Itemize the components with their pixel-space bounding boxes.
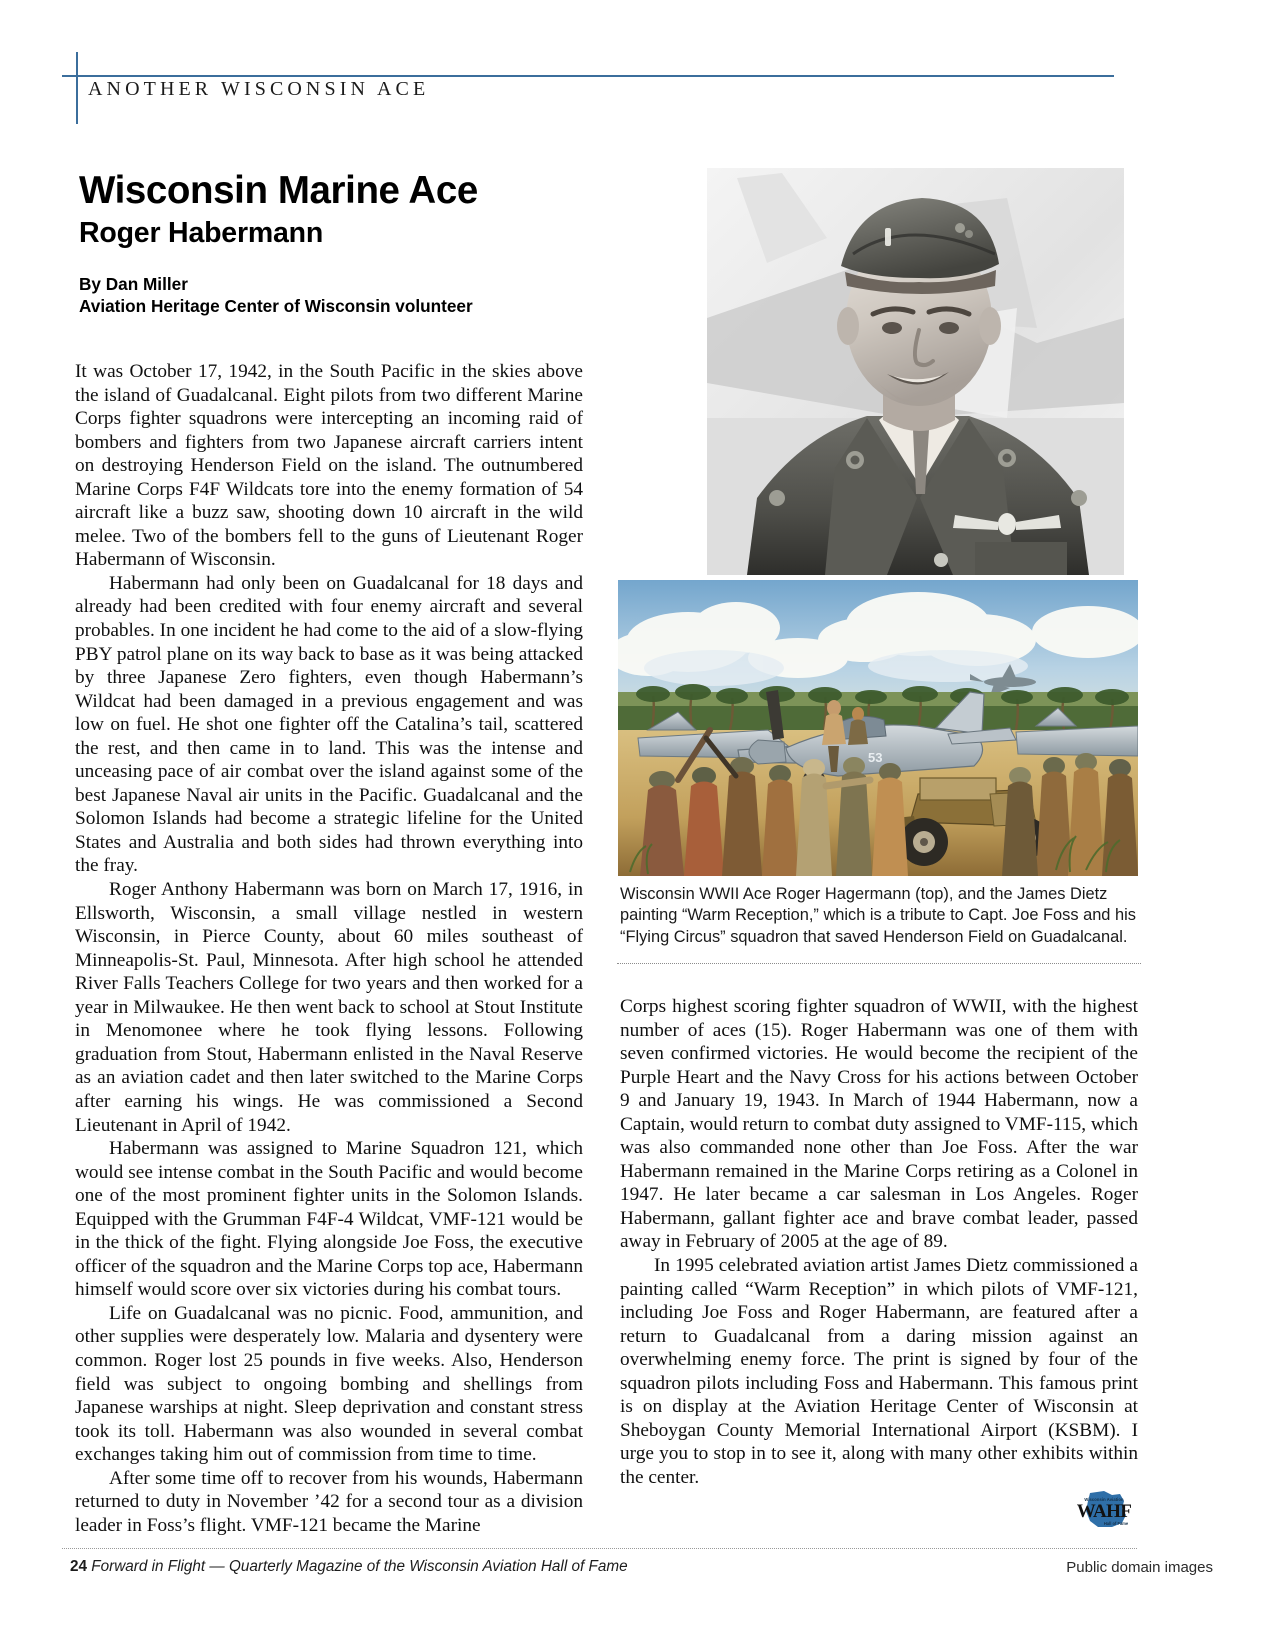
svg-text:WAHF: WAHF [1076, 1501, 1132, 1522]
svg-text:53: 53 [868, 750, 883, 765]
page-number: 24 [70, 1558, 88, 1575]
byline-author: By Dan Miller [79, 274, 188, 294]
svg-text:Hall of Fame: Hall of Fame [1103, 1521, 1129, 1526]
page-title: Wisconsin Marine Ace [79, 169, 478, 212]
article-paragraph: Corps highest scoring fighter squadron of WWII, with the highest number of aces (15). Roger Habermann was one of them with seven confirmed victories. He would become the recipient of the Purple Heart and the Navy Cross for his actions between October 9 and January 19, 1943. In March of 1944 Habermann, now a Captain, would return to combat duty assigned to VMF-115, which was also commanded none other than Joe Foss. After the war Habermann remained in the Marine Corps retiring as a Colonel in 1947. He later became a car salesman in Los Angeles. Roger Habermann, gallant fighter ace and brave combat leader, passed away in February of 2005 at the age of 89. [620, 996, 1138, 1253]
portrait-photo [707, 168, 1124, 575]
article-column-left [75, 360, 583, 1537]
wahf-logo [1068, 1489, 1140, 1533]
byline-role: Aviation Heritage Center of Wisconsin volunteer [79, 296, 473, 317]
article-paragraph: In 1995 celebrated aviation artist James Dietz commissioned a painting called “Warm Reception” in which pilots of VMF-121, including Joe Foss and Roger Habermann, are featured after a return to Guadalcanal from a daring mission against an overwhelming enemy force. The print is signed by four of the squadron pilots including Foss and Habermann. This famous print is on display at the Aviation Heritage Center of Wisconsin at Sheboygan County Memorial International Airport (KSBM). I urge you to stop in to see it, along with many other exhibits within the center. [620, 1255, 1138, 1488]
publication-name: Forward in Flight — Quarterly Magazine of the Wisconsin Aviation Hall of Fame [91, 1558, 628, 1575]
article-paragraph: Roger Anthony Habermann was born on March 17, 1916, in Ellsworth, Wisconsin, a small village nestled in western Wisconsin, in Pierce County, about 60 miles southeast of Minneapolis-St. Paul, Minnesota. After high school he attended River Falls Teachers College for two years and then worked for a year in Milwaukee. He then went back to school at Stout Institute in Menomonee where he took flying lessons. Following graduation from Stout, Habermann enlisted in the Naval Reserve as an aviation cadet and then later switched to the Marine Corps after earning his wings. He was commissioned a Second Lieutenant in April of 1942. [75, 879, 583, 1136]
article-column-right [620, 995, 1138, 1489]
svg-text:Wisconsin Aviation: Wisconsin Aviation [1084, 1497, 1124, 1502]
caption-divider [617, 963, 1141, 964]
header-rule [62, 75, 1114, 77]
warm-reception-painting [618, 580, 1138, 876]
article-paragraph: Habermann was assigned to Marine Squadron 121, which would see intense combat in the South Pacific and would become one of the most prominent fighter units in the Solomon Islands. Equipped with the Grumman F4F-4 Wildcat, VMF-121 would be in the thick of the fight. Flying alongside Joe Foss, the executive officer of the squadron and the Marine Corps top ace, Habermann himself would score over six victories during his combat tours. [75, 1138, 583, 1301]
section-kicker: ANOTHER WISCONSIN ACE [88, 78, 430, 100]
article-paragraph: After some time off to recover from his wounds, Habermann returned to duty in November ’42 for a second tour as a division leader in Foss’s flight. VMF-121 became the Marine [75, 1467, 583, 1536]
footer-left [70, 1558, 628, 1576]
header-tick-mark [76, 52, 78, 124]
byline [79, 273, 473, 317]
article-paragraph: Life on Guadalcanal was no picnic. Food, ammunition, and other supplies were desperately low. Malaria and dysentery were common. Roger lost 25 pounds in five weeks. Also, Henderson field was subject to ongoing bombing and shellings from Japanese warships at night. Sleep deprivation and constant stress took its toll. Habermann was also wounded in several combat exchanges taking him out of commission from time to time. [75, 1302, 583, 1466]
footer-rule [62, 1548, 1137, 1549]
image-credit: Public domain images [1066, 1559, 1213, 1576]
article-paragraph: It was October 17, 1942, in the South Pacific in the skies above the island of Guadalcanal. Eight pilots from two different Marine Corps fighter squadrons were intercepting an incoming raid of bombers and fighters from two Japanese aircraft carriers intent on destroying Henderson Field on the island. The outnumbered Marine Corps F4F Wildcats tore into the enemy formation of 54 aircraft like a buzz saw, shooting down 10 aircraft in the wild melee. Two of the bombers fell to the guns of Lieutenant Roger Habermann of Wisconsin. [75, 361, 583, 571]
image-caption: Wisconsin WWII Ace Roger Hagermann (top), and the James Dietz painting “Warm Reception,” which is a tribute to Capt. Joe Foss and his “Flying Circus” squadron that saved Henderson Field on Guadalcanal. [620, 885, 1136, 946]
article-paragraph: Habermann had only been on Guadalcanal for 18 days and already had been credited with four enemy aircraft and several probables. In one incident he had come to the aid of a slow-flying PBY patrol plane on its way back to base as it was being attacked by three Japanese Zero fighters, even though Habermann’s Wildcat had been damaged in a previous engagement and was low on fuel. He shot one fighter off the Catalina’s tail, scattered the rest, and then came in to land. This was the intense and unceasing pace of air combat over the island against some of the best Japanese Naval air units in the Pacific. Guadalcanal and the Solomon Islands had become a strategic lifeline for the United States and Australia and both sides had thrown everything into the fray. [75, 572, 583, 877]
page-subtitle: Roger Habermann [79, 217, 324, 249]
